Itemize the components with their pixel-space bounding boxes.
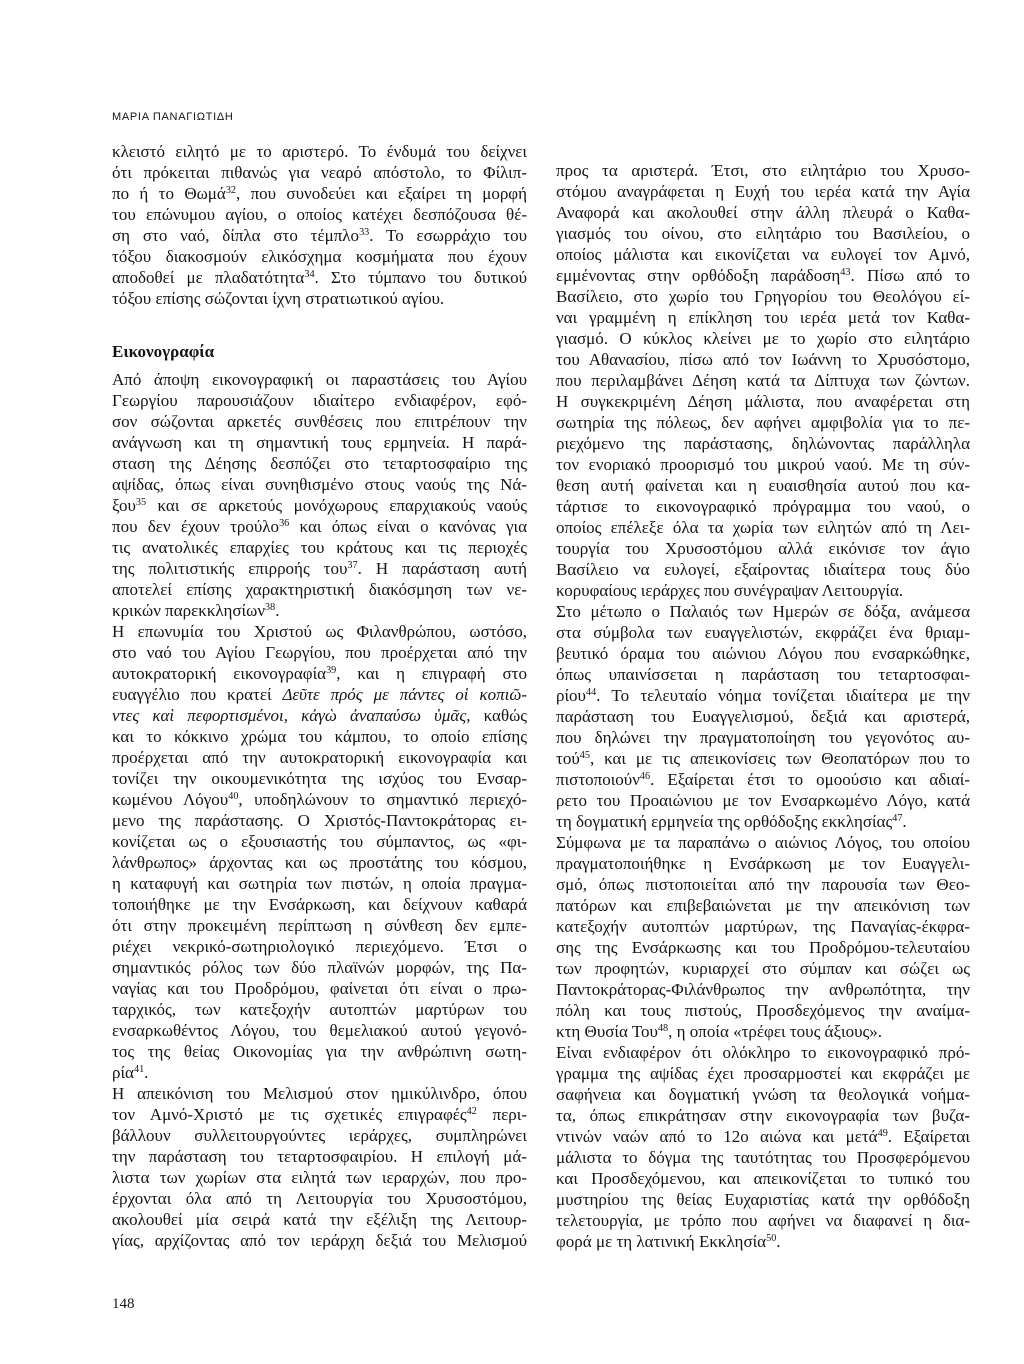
text-line	[112, 474, 527, 495]
text-run: την παράσταση του τεταρτοσφαιρίου. Η επιλογή μά-	[112, 1147, 527, 1166]
text-run: ρετο του Προαιώνιου με τον Ενσαρκωμένο Λόγο, κατά	[556, 791, 970, 810]
italic-quotation: Δεῦτε πρός με πάντες οἱ κοπιῶ-	[282, 685, 527, 704]
text-line	[556, 1231, 970, 1252]
text-line	[556, 1063, 970, 1084]
text-line	[556, 223, 970, 244]
text-line	[112, 1083, 527, 1104]
text-run: Η επωνυμία του Χριστού ως Φιλανθρώπου, ωστόσο,	[112, 622, 527, 641]
running-head: ΜΑΡΙΑ ΠΑΝΑΓΙΩΤΙΔΗ	[112, 111, 234, 123]
text-line	[556, 790, 970, 811]
text-run: βάλλουν συλλειτουργούντες ιεράρχες, συμπληρώνει	[112, 1126, 527, 1145]
text-run: Η απεικόνιση του Μελισμού στον ημικύλινδρο, όπου	[112, 1084, 527, 1103]
text-line	[556, 706, 970, 727]
text-line	[556, 1210, 970, 1231]
paragraph	[112, 621, 527, 1083]
text-line	[112, 1146, 527, 1167]
text-run: τοποιήθηκε με την Ενσάρκωση, και δείχνουν καθαρά	[112, 895, 527, 914]
text-run: ότι στην προκειμένη περίπτωση η σύνθεση δεν εμπε-	[112, 916, 527, 935]
paragraph	[556, 160, 970, 601]
text-line	[556, 454, 970, 475]
text-run: σημαντικός ρόλος των δύο πλαϊνών μορφών, της Πα-	[112, 958, 527, 977]
text-line	[112, 225, 527, 246]
text-line	[556, 181, 970, 202]
text-run: τον ενοριακό προορισμό του μικρού ναού. Με τη σύν-	[556, 455, 970, 474]
text-line	[112, 810, 527, 831]
text-run: τόξου επίσης σώζονται ίχνη στρατιωτικού αγίου.	[112, 289, 445, 308]
text-line	[556, 769, 970, 790]
text-run: , υποδηλώνουν το σημαντικό περιεχό-	[238, 790, 527, 809]
text-run: περι-	[476, 1105, 527, 1124]
text-run: φορά με τη λατινική Εκκλησία	[556, 1232, 767, 1251]
text-run: τού	[556, 749, 580, 768]
text-run: . Εξαίρεται έτσι το ομοούσιο και αδιαί-	[650, 770, 970, 789]
text-run: κατεξοχήν αυτοπτών μαρτύρων, της Παναγίας-έκφρα-	[556, 917, 970, 936]
footnote-ref: 38	[265, 601, 276, 613]
page-number: 148	[112, 1296, 135, 1312]
text-line	[112, 726, 527, 747]
text-run: .	[275, 601, 280, 620]
text-line	[556, 370, 970, 391]
text-run: Παντοκράτορας-Φιλάνθρωπος την ανθρωπότητα, την	[556, 980, 970, 999]
right-column	[556, 160, 970, 1252]
text-line	[112, 432, 527, 453]
footnote-ref: 35	[135, 496, 147, 508]
text-run: . Πίσω από το	[850, 266, 970, 285]
text-run: που περιλαμβάνει Δέηση κατά τα Δίπτυχα των ζώντων.	[556, 371, 970, 390]
footnote-ref: 47	[892, 812, 903, 824]
text-run: αποτελεί επίσης χαρακτηριστική διακόσμηση των νε-	[112, 580, 527, 599]
text-run: πο ή το Θωμά	[112, 184, 226, 203]
footnote-ref: 41	[133, 1063, 145, 1075]
text-line	[112, 705, 527, 726]
text-line	[556, 748, 970, 769]
text-line	[112, 915, 527, 936]
text-line	[556, 811, 970, 832]
text-run: Γεωργίου παρουσιάζουν ιδιαίτερο ενδιαφέρον, εφό-	[112, 391, 527, 410]
text-run: , που συνοδεύει και εξαίρει τη μορφή	[236, 184, 527, 203]
text-line	[556, 1021, 970, 1042]
text-run: κρικών παρεκκλησίων	[112, 601, 266, 620]
paragraph	[556, 1042, 970, 1252]
text-line	[112, 684, 527, 705]
text-run: και σε αρκετούς μονόχωρους επαρχιακούς ναούς	[146, 496, 527, 515]
text-line	[112, 747, 527, 768]
text-line	[556, 1189, 970, 1210]
footnote-ref: 46	[639, 770, 651, 782]
text-line	[556, 1042, 970, 1063]
text-line	[112, 1062, 527, 1083]
footnote-ref: 42	[466, 1105, 477, 1117]
text-run: ξου	[112, 496, 136, 515]
text-line	[556, 580, 970, 601]
text-line	[556, 160, 970, 181]
text-run: σωτηρία της πόλεως, δεν αφήνει αμφιβολία για το πε-	[556, 413, 970, 432]
text-run: ση στο ναό, δίπλα στο τέμπλο	[112, 226, 360, 245]
text-run: Βασίλειο να ευλογεί, εξαίροντας ιδιαίτερα τους δύο	[556, 560, 970, 579]
text-line	[556, 1168, 970, 1189]
text-line	[556, 349, 970, 370]
italic-quotation: ντες καὶ πεφορτισμένοι, κἀγὼ ἀναπαύσω ὑμᾶς	[112, 706, 467, 725]
text-line	[556, 895, 970, 916]
text-line	[112, 141, 527, 162]
text-run: και όπως είναι ο κανόνας για	[289, 517, 528, 536]
text-run: πιστοποιούν	[556, 770, 640, 789]
text-run: πραγματοποιήθηκε η Ενσάρκωση με τον Ευαγγελι-	[556, 854, 970, 873]
text-line	[556, 265, 970, 286]
text-line	[112, 642, 527, 663]
text-run: στο ναό του Αγίου Γεωργίου, που προέρχεται από την	[112, 643, 527, 662]
text-line	[112, 453, 527, 474]
text-line	[112, 537, 527, 558]
text-run: βευτικό όραμα του αιώνιου Λόγου που ενσαρκώθηκε,	[556, 644, 970, 663]
text-run: κωμένου Λόγου	[112, 790, 229, 809]
text-run: και Προσδεχόμενου, και απεικονίζεται το τυπικό του	[556, 1169, 970, 1188]
text-run: Στο μέτωπο ο Παλαιός των Ημερών σε δόξα, ανάμεσα	[556, 602, 970, 621]
paragraph	[112, 1083, 527, 1251]
text-line	[556, 244, 970, 265]
text-run: που δηλώνει την πραγματοποίηση του γεγονότος αυ-	[556, 728, 970, 747]
text-line	[112, 411, 527, 432]
text-run: ριέχει νεκρικό-σωτηριολογικό περιεχόμενο. Έτσι ο	[112, 937, 527, 956]
text-line	[112, 978, 527, 999]
text-line	[556, 1105, 970, 1126]
text-run: τος της θείας Οικονομίας για την ανθρώπινη σωτη-	[112, 1042, 527, 1061]
text-run: εμμένοντας στην ορθόδοξη παράδοση	[556, 266, 841, 285]
text-line	[556, 874, 970, 895]
text-line	[556, 937, 970, 958]
text-run: αψίδας, όπως είναι συνηθισμένο στους ναούς της Νά-	[112, 475, 527, 494]
text-run: . Το τελευταίο νόημα τονίζεται ιδιαίτερα με την	[596, 686, 970, 705]
text-run: , και η επιγραφή στο	[336, 664, 527, 683]
text-run: γιασμό. Ο κύκλος κλείνει με το χωρίο στο ειλητάριο	[556, 329, 970, 348]
text-run: Είναι ενδιαφέρον ότι ολόκληρο το εικονογραφικό πρό-	[556, 1043, 970, 1062]
text-line	[112, 516, 527, 537]
text-line	[112, 831, 527, 852]
text-run: που δεν έχουν τρούλο	[112, 517, 280, 536]
text-run: σταση της Δέησης δεσπόζει στο τεταρτοσφαίριο της	[112, 454, 527, 473]
text-line	[112, 1041, 527, 1062]
text-run: αποδοθεί με πλαδατότητα	[112, 268, 305, 287]
text-line	[112, 1125, 527, 1146]
text-line	[112, 1167, 527, 1188]
text-line	[112, 621, 527, 642]
text-run: τις ανατολικές επαρχίες του κράτους και τις περιοχές	[112, 538, 527, 557]
text-run: όπως υπαινίσσεται η παράσταση του τεταρτοσφαι-	[556, 665, 970, 684]
text-line	[112, 183, 527, 204]
text-line	[112, 789, 527, 810]
text-run: σον σώζονται αρκετές συνθέσεις που επιτρέπουν την	[112, 412, 527, 431]
text-line	[556, 979, 970, 1000]
text-run: του επώνυμου αγίου, ο οποίος κατέχει δεσπόζουσα θέ-	[112, 205, 527, 224]
text-run: η καταφυγή και σωτηρία των πιστών, η οποία πραγμα-	[112, 874, 527, 893]
text-line	[112, 999, 527, 1020]
text-line	[112, 957, 527, 978]
text-run: τόξου διακοσμούν ελικόσχημα κοσμήματα που έχουν	[112, 247, 527, 266]
text-line	[112, 1020, 527, 1041]
text-run: σμό, όπως πιστοποιείται από την παρουσία των Θεο-	[556, 875, 970, 894]
text-line	[112, 768, 527, 789]
text-run: . Η παράσταση αυτή	[357, 559, 527, 578]
footnote-ref: 32	[225, 184, 236, 196]
text-run: του Αθανασίου, πίσω από τον Ιωάννη το Χρυσόστομο,	[556, 350, 970, 369]
text-line	[112, 1104, 527, 1125]
text-run: στα σύμβολα των ευαγγελιστών, εκφράζει ένα θριαμ-	[556, 623, 970, 642]
text-run: τονίζει την οικουμενικότητα της ισχύος του Ενσαρ-	[112, 769, 527, 788]
paragraph	[112, 141, 527, 309]
text-run: ευαγγέλιο που κρατεί	[112, 685, 283, 704]
text-line	[556, 664, 970, 685]
text-run: ρίου	[556, 686, 586, 705]
text-line	[556, 853, 970, 874]
text-run: ναγίας και του Προδρόμου, φαίνεται ότι είναι ο πρω-	[112, 979, 527, 998]
text-line	[556, 622, 970, 643]
text-run: ριεχόμενο της παράστασης, δηλώνοντας παράλληλα	[556, 434, 970, 453]
text-run: πατόρων και επιβεβαιώνεται με την απεικόνιση των	[556, 896, 970, 915]
text-line	[112, 495, 527, 516]
text-run: οποίος επέλεξε όλα τα χωρία των ειλητών από τη Λει-	[556, 518, 970, 537]
text-run: μάλιστα το δόγμα της ταυτότητας του Προσφερόμενου	[556, 1148, 970, 1167]
text-line	[112, 288, 527, 309]
text-line	[556, 412, 970, 433]
text-run: γίας, αρχίζοντας από τον ιεράρχη δεξιά του Μελισμού	[112, 1231, 527, 1250]
footnote-ref: 36	[279, 517, 290, 529]
footnote-ref: 37	[347, 559, 358, 571]
footnote-ref: 45	[579, 749, 590, 761]
text-line	[556, 727, 970, 748]
text-run: . Στο τύμπανο του δυτικού	[314, 268, 527, 287]
text-run: λάνθρωπος» άρχοντας και ως προστάτης του κόσμου,	[112, 853, 527, 872]
footnote-ref: 44	[585, 686, 597, 698]
text-run: ανάγνωση και τη σημαντική τους ερμηνεία. Η παρά-	[112, 433, 527, 452]
text-run: ενσαρκωθέντος Λόγου, του θεμελιακού αυτού γεγονό-	[112, 1021, 527, 1040]
text-line	[112, 390, 527, 411]
text-line	[556, 1126, 970, 1147]
text-run: ναι γραμμένη η επίκληση του ιερέα μετά τον Καθα-	[556, 308, 970, 327]
text-run: τάρτισε το εικονογραφικό πρόγραμμα του ναού, ο	[556, 497, 970, 516]
section-heading: Εικονογραφία	[112, 342, 215, 361]
text-run: θεση αυτή φαίνεται και η ευαισθησία αυτού που κα-	[556, 476, 970, 495]
text-run: , καθώς	[466, 706, 528, 725]
text-run: , η οποία «τρέφει τους άξιους».	[668, 1022, 883, 1041]
text-run: γραμμα της αψίδας έχει προσαρμοστεί και εκφράζει με	[556, 1064, 970, 1083]
text-run: τη δογματική ερμηνεία της ορθόδοξης εκκλησίας	[556, 812, 893, 831]
text-line	[556, 643, 970, 664]
footnote-ref: 50	[766, 1232, 777, 1244]
text-line	[112, 369, 527, 390]
text-run: κλειστό ειλητό με το αριστερό. Το ένδυμά του δείχνει	[112, 142, 527, 161]
text-run: ντινών ναών από το 12ο αιώνα και μετά	[556, 1127, 878, 1146]
text-run: κορυφαίους ιεράρχες που συνέγραψαν Λειτουργία.	[556, 581, 904, 600]
text-line	[556, 1000, 970, 1021]
text-run: Η συγκεκριμένη Δέηση μάλιστα, που αναφέρεται στη	[556, 392, 970, 411]
text-line	[556, 328, 970, 349]
paragraph	[112, 369, 527, 621]
text-line	[556, 517, 970, 538]
text-run: προέρχεται από την αυτοκρατορική εικονογραφία και	[112, 748, 527, 767]
text-run: ότι πρόκειται πιθανώς για νεαρό απόστολο, το Φίλιπ-	[112, 163, 527, 182]
text-line	[556, 307, 970, 328]
text-run: τον Αμνό-Χριστό με τις σχετικές επιγραφές	[112, 1105, 467, 1124]
text-run: τουργία του Χρυσοστόμου αλλά εικόνισε τον άγιο	[556, 539, 970, 558]
text-run: αυτοκρατορική εικονογραφία	[112, 664, 327, 683]
paragraph	[556, 601, 970, 832]
text-line	[112, 1230, 527, 1251]
text-run: ακολουθεί μία σειρά κατά την εξέλιξη της Λειτουρ-	[112, 1210, 527, 1229]
text-run: Βασίλειο, στο χωρίο του Γρηγορίου του Θεολόγου εί-	[556, 287, 970, 306]
text-run: προς τα αριστερά. Έτσι, στο ειλητάριο του Χρυσο-	[556, 161, 970, 180]
text-run: . Εξαίρεται	[887, 1127, 970, 1146]
text-run: λιστα των χωρίων στα ειλητά των ιεραρχών, που προ-	[112, 1168, 527, 1187]
text-run: της πολιτιστικής επιρροής του	[112, 559, 348, 578]
text-run: .	[776, 1232, 781, 1251]
text-line	[112, 579, 527, 600]
text-run: ταρχικός, των κατεξοχήν αυτοπτών μαρτύρων του	[112, 1000, 527, 1019]
text-run: στόμου αναγράφεται η Ευχή του ιερέα κατά την Αγία	[556, 182, 970, 201]
footnote-ref: 43	[840, 266, 851, 278]
text-line	[112, 162, 527, 183]
text-run: μενο της παράστασης. Ο Χριστός-Παντοκράτορας ει-	[112, 811, 527, 830]
text-run: και το κόκκινο χρώμα του κάμπου, το οποίο επίσης	[112, 727, 527, 746]
text-run: των προφητών, κυριαρχεί στο σύμπαν και σώζει ως	[556, 959, 970, 978]
text-line	[556, 958, 970, 979]
text-line	[556, 1084, 970, 1105]
text-line	[556, 496, 970, 517]
text-run: Σύμφωνα με τα παραπάνω ο αιώνιος Λόγος, του οποίου	[556, 833, 970, 852]
text-line	[556, 538, 970, 559]
left-column	[112, 141, 527, 1251]
text-line	[112, 558, 527, 579]
footnote-ref: 49	[877, 1127, 888, 1139]
text-line	[556, 559, 970, 580]
text-line	[556, 391, 970, 412]
text-line	[556, 1147, 970, 1168]
text-line	[556, 832, 970, 853]
text-run: πόλη και τους πιστούς, Προσδεχόμενος την αναίμα-	[556, 1001, 970, 1020]
text-line	[112, 600, 527, 621]
text-run: παράσταση του Ευαγγελισμού, δεξιά και αριστερά,	[556, 707, 970, 726]
text-line	[112, 936, 527, 957]
text-line	[556, 601, 970, 622]
text-run: σαφήνεια και δογματική γνώση τα θεολογικά νοήμα-	[556, 1085, 970, 1104]
text-line	[556, 286, 970, 307]
footnote-ref: 33	[359, 226, 370, 238]
text-line	[112, 1188, 527, 1209]
footnote-ref: 39	[326, 664, 337, 676]
paragraph	[556, 832, 970, 1042]
text-run: Από άποψη εικονογραφική οι παραστάσεις του Αγίου	[112, 370, 527, 389]
text-run: Αναφορά και ακολουθεί στην άλλη πλευρά ο Καθα-	[556, 203, 970, 222]
text-line	[112, 1209, 527, 1230]
text-run: κονίζεται ως ο εξουσιαστής του σύμπαντος, ως «φι-	[112, 832, 527, 851]
text-run: σης της Ενσάρκωσης και του Προδρόμου-τελευταίου	[556, 938, 970, 957]
text-run: οποίος μάλιστα και εικονίζεται να ευλογεί τον Αμνό,	[556, 245, 970, 264]
text-line	[112, 894, 527, 915]
text-line	[112, 852, 527, 873]
text-line	[112, 246, 527, 267]
text-run: , και με τις απεικονίσεις των Θεοπατόρων που το	[589, 749, 970, 768]
text-line	[112, 204, 527, 225]
text-line	[112, 873, 527, 894]
text-run: τα, όπως επικράτησαν στην εικονογραφία των βυζα-	[556, 1106, 970, 1125]
text-run: μυστηρίου της θείας Ευχαριστίας κατά την ορθόδοξη	[556, 1190, 970, 1209]
text-line	[556, 685, 970, 706]
text-line	[112, 663, 527, 684]
text-run: ρία	[112, 1063, 134, 1082]
text-run: . Το εσωρράχιο του	[369, 226, 528, 245]
text-line	[112, 267, 527, 288]
text-line	[556, 202, 970, 223]
text-run: γιασμός του οίνου, στο ειλητάριο του Βασιλείου, ο	[556, 224, 970, 243]
footnote-ref: 40	[228, 790, 239, 802]
text-run: κτη Θυσία Του	[556, 1022, 658, 1041]
text-run: .	[144, 1063, 149, 1082]
text-run: τελετουργία, με τρόπο που αφήνει να διαφανεί η δια-	[556, 1211, 970, 1230]
text-line	[556, 916, 970, 937]
text-run: .	[902, 812, 907, 831]
footnote-ref: 48	[657, 1022, 669, 1034]
text-line	[556, 433, 970, 454]
footnote-ref: 34	[304, 268, 315, 280]
text-line	[556, 475, 970, 496]
text-run: έρχονται όλα από τη Λειτουργία του Χρυσοστόμου,	[112, 1189, 527, 1208]
